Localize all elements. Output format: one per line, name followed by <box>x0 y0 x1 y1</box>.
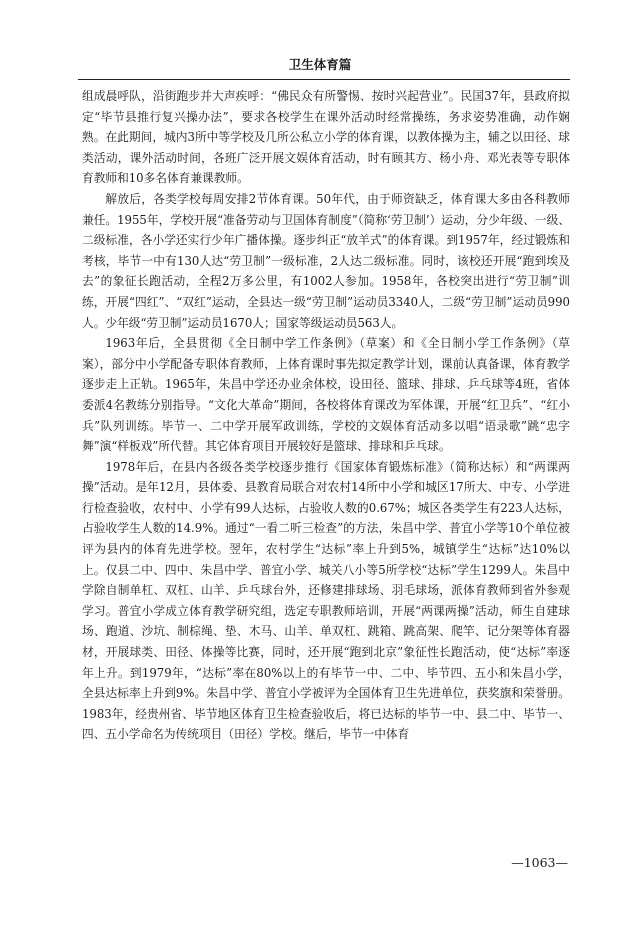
running-header: 卫生体育篇 <box>288 57 352 72</box>
paragraph-1978: 1978年后，在县内各级各类学校逐步推行《国家体育锻炼标准》（简称达标）和“两课两操”活动。是年12月，县体委、县教育局联合对农村14所中小学和城区17所大、中专、小学进行检查验收，农村中、小学有99人达标，占验收人数的0.67%；城区各类学生有223人达标，占验收学生人数的14.9%。通过“一看二听三检查”的方法，朱昌中学、普宜小学等10个单位被评为县内的体育先进学校。翌年，农村学生“达标”率上升到5%，城镇学生“达标”达10%以上。仅县二中、四中、朱昌中学、普宜小学、城关八小等5所学校“达标”学生1299人。朱昌中学除自制单杠、双杠、山羊、乒乓球台外，还修建排球场、羽毛球场，派体育教师到省外参观学习。普宜小学成立体育教学研究组，选定专职教师培训，开展“两课两操”活动，师生自建球场、跑道、沙坑、制棕绳、垫、木马、山羊、单双杠、跳箱、跳高架、爬竿、记分架等体育器材，开展球类、田径、体操等比赛，同时，还开展“跑到北京”象征性长跑活动，使“达标”率逐年上升。到1979年，“达标”率在80%以上的有毕节一中、二中、毕节四、五小和朱昌小学，全县达标率上升到9%。朱昌中学、普宜小学被评为全国体育卫生先进单位，获奖旗和荣誉册。1983年，经贵州省、毕节地区体育卫生检查验收后，将已达标的毕节一中、县二中、毕节一、四、五小学命名为传统项目（田径）学校。继后，毕节一中体育 <box>82 459 570 742</box>
body-text <box>82 86 570 745</box>
page-number: —1063— <box>511 855 568 870</box>
paragraph-continuation: 组成晨呼队，沿街跑步并大声疾呼：“佛民众有所警惕、按时兴起营业”。民国37年，县政府拟定“毕节县推行复兴操办法”，要求各校学生在课外活动时经常操练，务求姿势准确，动作娴熟。在此期间，城内3所中等学校及几所公私立小学的体育课，以教体操为主，辅之以田径、球类活动，课外活动时间，各班广泛开展文娱体育活动，时有顾其方、杨小舟、邓光表等专职体育教师和10多名体育兼课教师。 <box>82 89 570 186</box>
paragraph-1963: 1963年后，全县贯彻《全日制中学工作条例》（草案）和《全日制小学工作条例》（草案），部分中小学配备专职体育教师，上体育课时事先拟定教学计划，课前认真备课，体育教学逐步走上正轨。1965年，朱昌中学还办业余体校，设田径、篮球、排球、乒乓球等4班，省体委派4名教练分别指导。“文化大革命”期间，各校将体育课改为军体课，开展“红卫兵”、“红小兵”队列训练。毕节一、二中学开展军政训练，学校的文娱体育活动多以唱“语录歌”跳“忠字舞”演“样板戏”所代替。其它体育项目开展较好是篮球、排球和乒乓球。 <box>82 336 570 454</box>
paragraph-post-liberation: 解放后，各类学校每周安排2节体育课。50年代，由于师资缺乏，体育课大多由各科教师兼任。1955年，学校开展“准备劳动与卫国体育制度”（简称‘劳卫制’）运动，分少年级、一级、二级标准，各小学还实行少年广播体操。逐步纠正“放羊式”的体育课。到1957年，经过锻炼和考核，毕节一中有130人达“劳卫制”一级标准，2人达二级标准。同时，该校还开展“跑到埃及去”的象征长跑活动，全程2万多公里，有1002人参加。1958年，各校突出进行“劳卫制”训练，开展“四红”、“双红”运动，全县达一级“劳卫制”运动员3340人，二级“劳卫制”运动员990人。少年级“劳卫制”运动员1670人；国家等级运动员563人。 <box>82 191 570 330</box>
header-rule <box>78 79 570 80</box>
